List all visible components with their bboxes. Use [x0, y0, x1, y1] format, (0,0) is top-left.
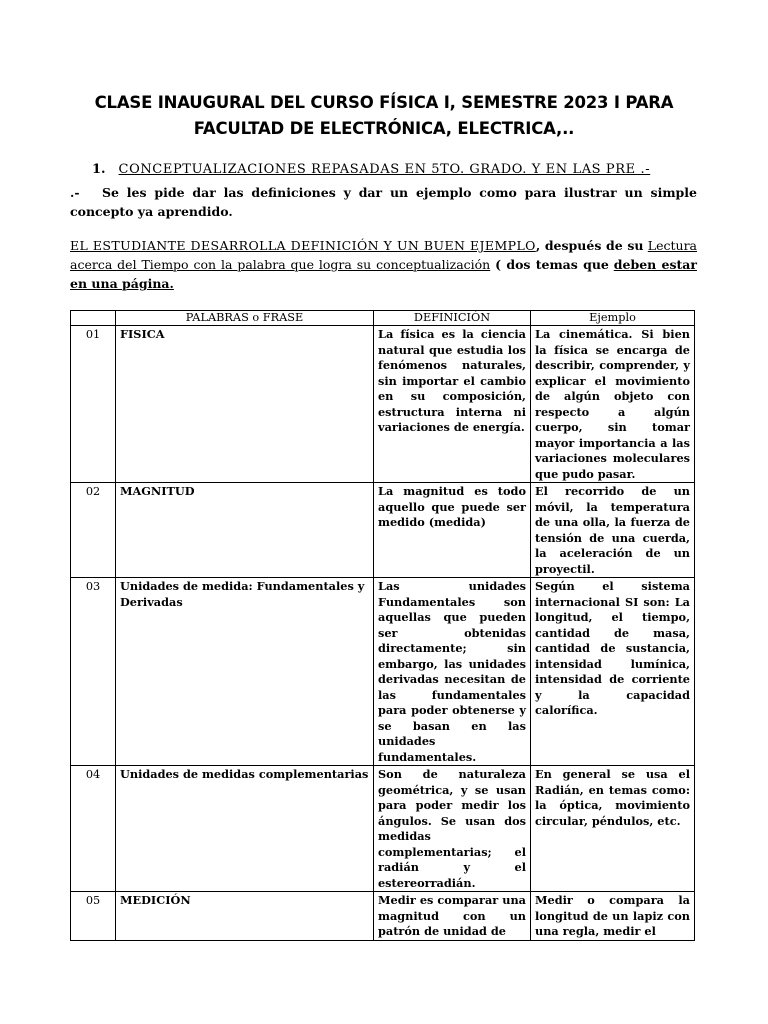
row-number: 01 — [71, 326, 116, 483]
row-example: La cinemática. Si bien la física se encarga de describir, comprender, y explicar el movimiento de algún objeto con respecto a algún cuerpo, sin tomar mayor importancia a las variaciones moleculares que pudo pasar. — [531, 326, 695, 483]
task-line3: deben estar en una página. — [70, 257, 697, 291]
section-number: 1. — [92, 162, 106, 177]
row-definition: La magnitud es todo aquello que puede ser medido (medida) — [374, 483, 531, 578]
section-heading-text: CONCEPTUALIZACIONES REPASADAS EN 5TO. GRADO. Y EN LAS PRE .- — [118, 162, 651, 177]
header-definition: DEFINICIÓN — [374, 311, 531, 326]
task-paragraph — [70, 236, 697, 293]
vocabulary-table — [70, 310, 695, 941]
row-definition: La física es la ciencia natural que estudia los fenómenos naturales, sin importar el cambio en su composición, estructura interna ni variaciones de energía. — [374, 326, 531, 483]
table-row — [71, 766, 695, 892]
table-row — [71, 578, 695, 766]
header-word: PALABRAS o FRASE — [116, 311, 374, 326]
title-line-2: FACULTAD DE ELECTRÓNICA, ELECTRICA,.. — [193, 119, 575, 138]
row-example: Según el sistema internacional SI son: La longitud, el tiempo, cantidad de masa, cantidad de sustancia, intensidad lumínica, intensidad de corriente y la capacidad calorífica. — [531, 578, 695, 766]
instruction-paragraph — [70, 183, 697, 221]
table-row — [71, 326, 695, 483]
table-row — [71, 892, 695, 941]
row-definition: Son de naturaleza geométrica, y se usan para poder medir los ángulos. Se usan dos medidas complementarias; el radián y el estereorradián. — [374, 766, 531, 892]
instruction-text: Se les pide dar las definiciones y dar un ejemplo como para ilustrar un simple concepto ya aprendido. — [70, 185, 697, 219]
row-number: 04 — [71, 766, 116, 892]
row-word: Unidades de medida: Fundamentales y Derivadas — [116, 578, 374, 766]
task-caps-text: EL ESTUDIANTE DESARROLLA DEFINICIÓN Y UN BUEN EJEMPLO — [70, 238, 536, 253]
header-example: Ejemplo — [531, 311, 695, 326]
row-word: Unidades de medidas complementarias — [116, 766, 374, 892]
row-definition: Las unidades Fundamentales son aquellas que pueden ser obtenidas directamente; sin embargo, las unidades derivadas necesitan de las fundamentales para poder obtenerse y se basan en las unidades fundamentales. — [374, 578, 531, 766]
task-line2-rest: ( dos temas que — [495, 257, 609, 272]
row-example: En general se usa el Radián, en temas como: la óptica, movimiento circular, péndulos, etc. — [531, 766, 695, 892]
row-number: 03 — [71, 578, 116, 766]
row-example: El recorrido de un móvil, la temperatura de una olla, la fuerza de tensión de una cuerda, la aceleración de un proyectil. — [531, 483, 695, 578]
instruction-prefix: .- — [70, 185, 80, 200]
row-word: MEDICIÓN — [116, 892, 374, 941]
document-title — [70, 90, 698, 142]
row-number: 05 — [71, 892, 116, 941]
task-rest-text: , después de su — [535, 238, 644, 253]
title-line-1: CLASE INAUGURAL DEL CURSO FÍSICA I, SEMESTRE 2023 I PARA — [94, 93, 674, 112]
header-num — [71, 311, 116, 326]
section-heading-1 — [92, 162, 712, 177]
row-number: 02 — [71, 483, 116, 578]
table-header-row — [71, 311, 695, 326]
row-word: MAGNITUD — [116, 483, 374, 578]
row-word: FISICA — [116, 326, 374, 483]
table-row — [71, 483, 695, 578]
task-underlined-text: Lectura acerca del Tiempo con la palabra que logra su conceptualización — [70, 238, 697, 272]
row-definition: Medir es comparar una magnitud con un patrón de unidad de — [374, 892, 531, 941]
row-example: Medir o compara la longitud de un lapiz con una regla, medir el — [531, 892, 695, 941]
